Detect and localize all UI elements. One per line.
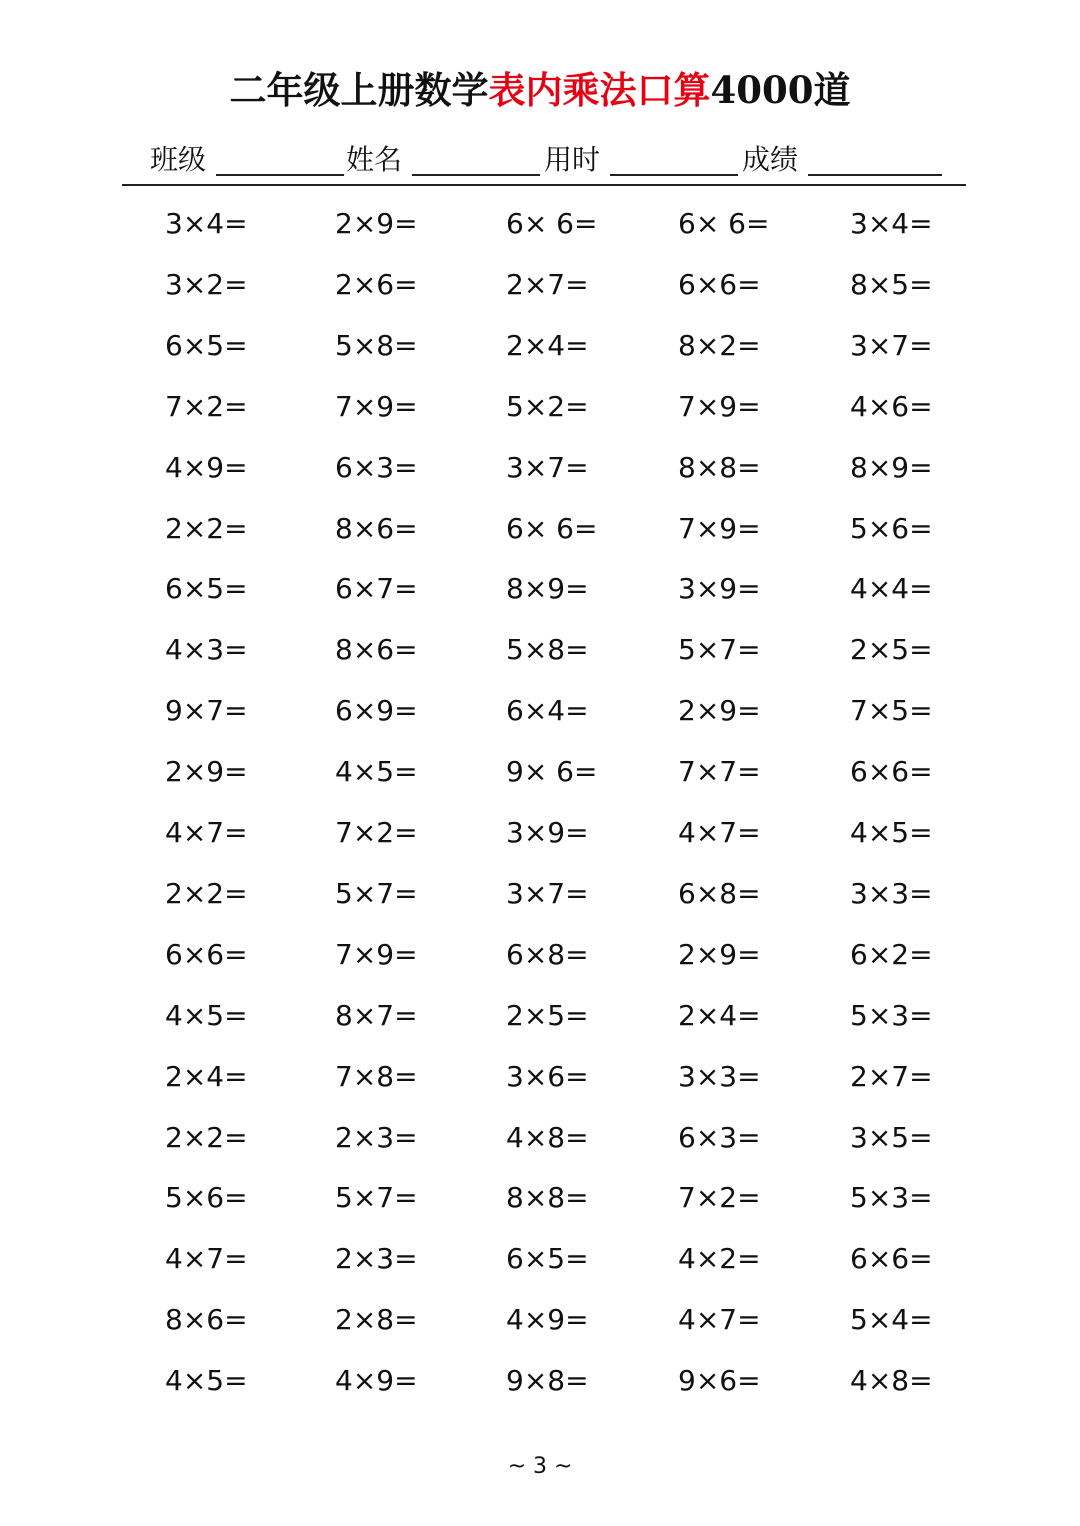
problem-cell: 2×7=	[506, 267, 589, 301]
problem-cell: 3×7=	[850, 328, 933, 362]
problem-cell: 8×7=	[335, 998, 418, 1032]
problem-cell: 2×8=	[335, 1303, 418, 1337]
problem-cell: 7×8=	[335, 1059, 418, 1093]
problem-cell: 6×8=	[678, 876, 761, 910]
problem-cell: 8×8=	[506, 1181, 589, 1215]
problem-cell: 4×8=	[506, 1120, 589, 1154]
problem-cell: 2×2=	[165, 1120, 248, 1154]
problem-cell: 5×3=	[850, 1181, 933, 1215]
page-number: ~ 3 ~	[507, 1454, 573, 1479]
problem-cell: 7×2=	[335, 816, 418, 849]
problem-cell: 5×7=	[335, 876, 418, 910]
problem-cell: 4×7=	[678, 816, 761, 849]
header-divider	[122, 184, 966, 186]
problem-cell: 4×9=	[335, 1364, 418, 1398]
problem-cell: 5×6=	[165, 1181, 248, 1215]
problem-cell: 4×7=	[165, 1242, 248, 1276]
problem-row	[165, 379, 965, 435]
problem-row	[165, 927, 965, 983]
problem-row	[165, 988, 965, 1044]
problem-row	[165, 1049, 965, 1105]
problem-cell: 6×6=	[850, 1242, 933, 1276]
problem-row	[165, 622, 965, 678]
problem-cell: 7×9=	[335, 389, 418, 423]
problem-cell: 6× 6=	[506, 207, 598, 240]
problem-cell: 4×6=	[850, 389, 933, 423]
problem-cell: 9×8=	[506, 1364, 589, 1398]
problem-cell: 6×3=	[335, 450, 418, 484]
problem-row	[165, 318, 965, 374]
problem-cell: 4×5=	[850, 816, 933, 849]
problem-cell: 2×4=	[506, 328, 589, 362]
problem-cell: 6×5=	[165, 328, 248, 362]
worksheet-title	[0, 62, 1080, 118]
problem-cell: 4×5=	[335, 755, 418, 789]
problem-cell: 3×9=	[678, 572, 761, 606]
problem-cell: 5×7=	[335, 1181, 418, 1215]
problem-cell: 2×4=	[678, 998, 761, 1032]
title-part-topic: 表内乘法口算	[488, 68, 711, 112]
problem-cell: 4×7=	[165, 816, 248, 849]
problem-cell: 5×6=	[850, 511, 933, 545]
problem-cell: 3×3=	[850, 876, 933, 910]
problem-cell: 7×9=	[678, 389, 761, 423]
problem-row	[165, 1292, 965, 1348]
problem-cell: 4×9=	[165, 450, 248, 484]
problem-cell: 2×9=	[335, 207, 418, 240]
problem-row	[165, 744, 965, 800]
problem-cell: 6×5=	[165, 572, 248, 606]
problem-cell: 4×5=	[165, 998, 248, 1032]
problem-cell: 3×3=	[678, 1059, 761, 1093]
problem-cell: 4×4=	[850, 572, 933, 606]
problem-cell: 3×9=	[506, 816, 589, 849]
problem-cell: 2×2=	[165, 511, 248, 545]
problem-cell: 7×9=	[335, 937, 418, 971]
problem-cell: 5×3=	[850, 998, 933, 1032]
problem-cell: 3×4=	[165, 207, 248, 240]
problem-cell: 2×7=	[850, 1059, 933, 1093]
problem-cell: 6×6=	[678, 267, 761, 301]
problem-cell: 6×2=	[850, 937, 933, 971]
problem-cell: 4×7=	[678, 1303, 761, 1337]
problem-cell: 6×6=	[165, 937, 248, 971]
problem-row	[165, 683, 965, 739]
problem-cell: 6×6=	[850, 755, 933, 789]
problem-cell: 4×9=	[506, 1303, 589, 1337]
problem-cell: 6×5=	[506, 1242, 589, 1276]
problem-row	[165, 257, 965, 313]
time-label: 用时	[544, 143, 601, 176]
problem-cell: 5×8=	[335, 328, 418, 362]
problem-row	[165, 866, 965, 922]
problem-cell: 8×5=	[850, 267, 933, 301]
name-label: 姓名	[346, 143, 403, 176]
problem-cell: 5×2=	[506, 389, 589, 423]
problem-cell: 5×7=	[678, 633, 761, 667]
problem-cell: 2×5=	[850, 633, 933, 667]
problem-cell: 2×9=	[678, 694, 761, 728]
problem-cell: 8×9=	[506, 572, 589, 606]
problem-cell: 3×7=	[506, 450, 589, 484]
problem-cell: 9×6=	[678, 1364, 761, 1398]
problem-row	[165, 1353, 965, 1409]
problem-cell: 7×2=	[165, 389, 248, 423]
problem-cell: 7×9=	[678, 511, 761, 545]
problem-cell: 3×7=	[506, 876, 589, 910]
problem-cell: 8×8=	[678, 450, 761, 484]
time-blank[interactable]	[610, 174, 738, 176]
problem-cell: 8×9=	[850, 450, 933, 484]
problem-cell: 7×5=	[850, 694, 933, 728]
problem-cell: 3×6=	[506, 1059, 589, 1093]
problem-row	[165, 501, 965, 557]
problem-cell: 3×5=	[850, 1120, 933, 1154]
title-part-grade: 二年级上册数学	[229, 68, 489, 112]
problem-cell: 3×2=	[165, 267, 248, 301]
class-blank[interactable]	[216, 174, 344, 176]
problem-cell: 2×9=	[678, 937, 761, 971]
problem-row	[165, 196, 965, 252]
title-part-count: 4000道	[710, 68, 851, 112]
class-label: 班级	[150, 143, 207, 176]
problem-cell: 4×8=	[850, 1364, 933, 1398]
problem-cell: 3×4=	[850, 207, 933, 240]
problem-cell: 4×2=	[678, 1242, 761, 1276]
problem-cell: 6× 6=	[506, 511, 598, 545]
problem-cell: 2×6=	[335, 267, 418, 301]
problem-cell: 8×6=	[335, 633, 418, 667]
problem-cell: 2×3=	[335, 1120, 418, 1154]
problem-row	[165, 440, 965, 496]
problem-cell: 6×3=	[678, 1120, 761, 1154]
student-info-row	[150, 140, 950, 184]
problem-cell: 8×2=	[678, 328, 761, 362]
problem-cell: 6×8=	[506, 937, 589, 971]
problem-cell: 6× 6=	[678, 207, 770, 240]
problem-cell: 7×2=	[678, 1181, 761, 1215]
problem-cell: 5×8=	[506, 633, 589, 667]
problem-row	[165, 1231, 965, 1287]
problem-cell: 6×4=	[506, 694, 589, 728]
problem-cell: 8×6=	[165, 1303, 248, 1337]
problem-cell: 6×9=	[335, 694, 418, 728]
problem-row	[165, 1170, 965, 1226]
name-blank[interactable]	[412, 174, 540, 176]
problem-cell: 8×6=	[335, 511, 418, 545]
score-blank[interactable]	[808, 174, 942, 176]
problem-cell: 2×4=	[165, 1059, 248, 1093]
problem-cell: 5×4=	[850, 1303, 933, 1337]
problem-row	[165, 805, 965, 861]
problem-cell: 2×9=	[165, 755, 248, 789]
problem-cell: 2×5=	[506, 998, 589, 1032]
problem-cell: 4×3=	[165, 633, 248, 667]
score-label: 成绩	[742, 143, 799, 176]
problem-cell: 9× 6=	[506, 755, 598, 789]
problem-cell: 2×2=	[165, 876, 248, 910]
problem-cell: 6×7=	[335, 572, 418, 606]
problem-row	[165, 1110, 965, 1166]
problem-cell: 9×7=	[165, 694, 248, 728]
problem-cell: 2×3=	[335, 1242, 418, 1276]
problem-cell: 4×5=	[165, 1364, 248, 1398]
problem-cell: 7×7=	[678, 755, 761, 789]
problem-row	[165, 561, 965, 617]
